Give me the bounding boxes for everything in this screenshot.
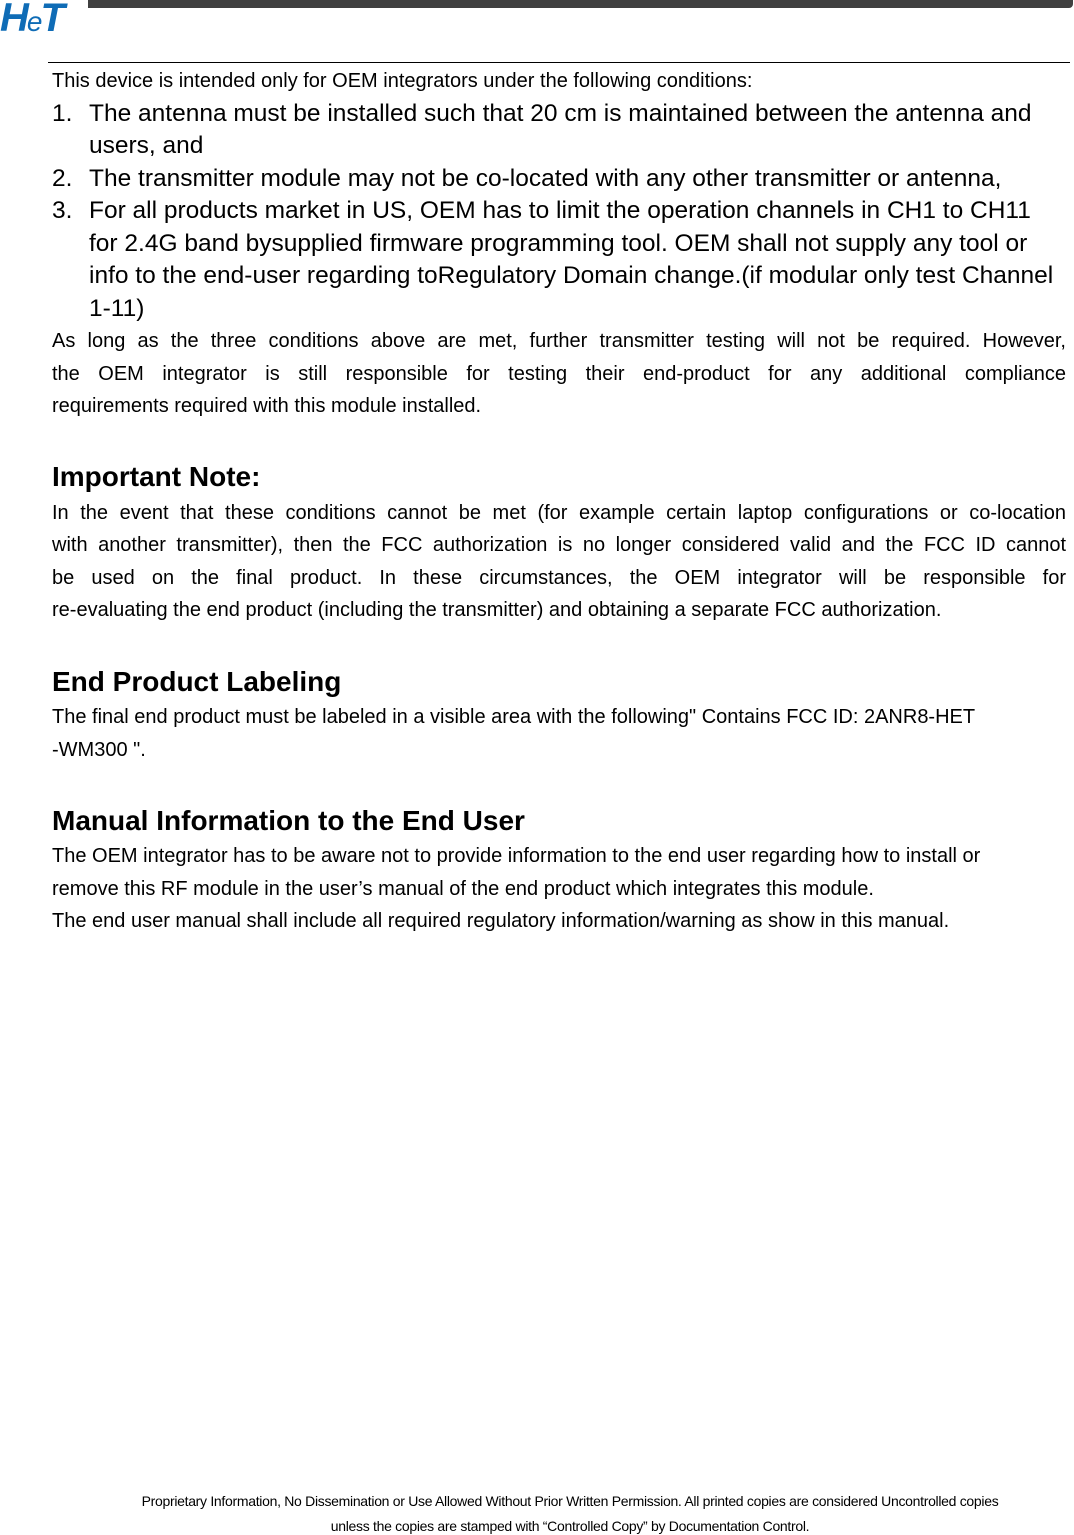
paragraph-line: be used on the final product. In these circumstances, the OEM integrator will be responsible for xyxy=(52,567,1066,589)
paragraph-line: As long as the three conditions above are met, further transmitter testing will not be required. However, xyxy=(52,330,1066,352)
list-item-line: info to the end-user regarding toRegulatory Domain change.(if modular only test Channel xyxy=(89,262,1054,289)
list-item-line: 1-11) xyxy=(89,295,145,322)
paragraph-line: re-evaluating the end product (including the transmitter) and obtaining a separate FCC authorization. xyxy=(52,599,942,621)
section-heading: End Product Labeling xyxy=(52,666,342,697)
list-item-line: The transmitter module may not be co-located with any other transmitter or antenna, xyxy=(89,165,1002,192)
header-bar xyxy=(88,0,1073,8)
intro-text: This device is intended only for OEM integrators under the following conditions: xyxy=(52,70,753,92)
paragraph-line: requirements required with this module installed. xyxy=(52,395,482,417)
list-item-line: for 2.4G band bysupplied firmware programming tool. OEM shall not supply any tool or xyxy=(89,230,1028,257)
header-rule xyxy=(48,62,1070,63)
het-logo: HeT xyxy=(0,0,63,40)
list-item-line: For all products market in US, OEM has to limit the operation channels in CH1 to CH11 xyxy=(89,197,1031,224)
list-item-line: users, and xyxy=(89,132,204,159)
paragraph-line: -WM300 ". xyxy=(52,739,146,761)
section-heading: Manual Information to the End User xyxy=(52,805,525,836)
paragraph-line: remove this RF module in the user’s manual of the end product which integrates this module. xyxy=(52,878,874,900)
list-item-line: The antenna must be installed such that 20 cm is maintained between the antenna and xyxy=(89,100,1032,127)
footer-line: unless the copies are stamped with “Controlled Copy” by Documentation Control. xyxy=(330,1518,810,1534)
paragraph-line: In the event that these conditions cannot be met (for example certain laptop configurations or co-location xyxy=(52,502,1066,524)
footer-line: Proprietary Information, No Dissemination or Use Allowed Without Prior Written Permission. All printed copies are considered Uncontrolled copies xyxy=(141,1493,999,1509)
list-number: 3. xyxy=(52,197,73,224)
paragraph-line: The end user manual shall include all required regulatory information/warning as show in this manual. xyxy=(52,910,950,932)
paragraph-line: The final end product must be labeled in a visible area with the following" Contains FCC ID: 2ANR8-HET xyxy=(52,706,976,728)
paragraph-line: with another transmitter), then the FCC authorization is no longer considered valid and the FCC ID cannot xyxy=(52,534,1066,556)
list-number: 1. xyxy=(52,100,73,127)
list-number: 2. xyxy=(52,165,73,192)
paragraph-line: The OEM integrator has to be aware not to provide information to the end user regarding how to install or xyxy=(52,845,981,867)
section-heading: Important Note: xyxy=(52,461,261,492)
paragraph-line: the OEM integrator is still responsible for testing their end-product for any additional compliance xyxy=(52,363,1066,385)
